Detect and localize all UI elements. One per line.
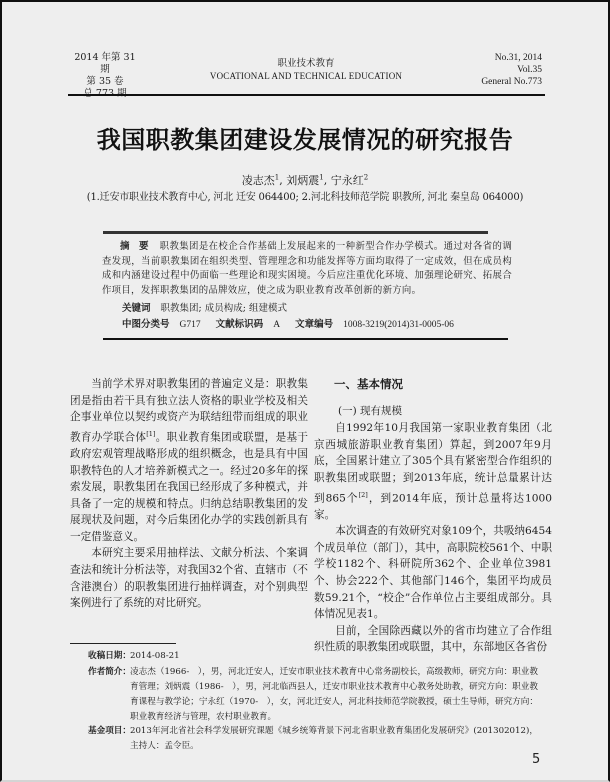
journal-name-en: VOCATIONAL AND TECHNICAL EDUCATION <box>209 71 403 81</box>
article-no-label: 文章编号 <box>295 319 334 330</box>
issue-info-en <box>481 52 542 88</box>
body-paragraph <box>70 376 308 545</box>
doc-code-value: A <box>273 320 281 330</box>
fund-text: 2013年河北省社会科学发展研究课题《城乡统筹背景下河北省职业教育集团化发展研究》(201302012)，主持人：孟令臣。 <box>130 726 538 751</box>
general-number-en: General No.773 <box>481 77 542 87</box>
bio-label: 作者简介： <box>88 667 131 677</box>
author-name: 宁永红 <box>330 174 364 187</box>
issue-number-en: No.31, 2014 <box>494 53 542 63</box>
bio-text: 凌志杰（1966- ），男，河北迁安人，迁安市职业技术教育中心常务副校长，高级教师，研究方向：职业教育管理；刘炳震（1986- ），男，河北临西县人，迁安市职业技术教育中心教务处助教，研究方向：职业教育课程与教学论；宁永红（1970- ），女，河北迁安人，河北科技师范学院教授，硕士生导师，研究方向：职业教育经济与管理，农村职业教育。 <box>130 667 538 722</box>
page-number: 5 <box>532 752 541 767</box>
paragraph-text: 本次调查的有效研究对象109个，共吸纳6454个成员单位（部门），其中，高职院校561个、中职学校1182个、科研院所362个、企业单位3981个、协会222个、其他部门146个，集团平均成员数59.21个，“校企”合作单位占主要组成部分。具体情况见表1。 <box>314 525 552 621</box>
abstract-label: 摘 要 <box>120 241 152 252</box>
paragraph-text: 自1992年10月我国第一家职业教育集团（北京西城旅游职业教育集团）算起，到2007年9月底，全国累计建立了305个具有紧密型合作组织的职教集团或联盟；到2013年底，统计总量累计达到865个 <box>314 422 552 505</box>
affiliation-mark: 1 <box>274 173 280 182</box>
received-date: 2014-08-21 <box>130 651 180 661</box>
abstract-bottom-rule <box>103 338 508 340</box>
footnote-rule <box>70 643 176 644</box>
author-list: 凌志杰$^1$, 刘炳震$^1$, 宁永红$^2$ <box>241 173 369 187</box>
abstract <box>102 240 512 298</box>
doc-code-label: 文献标识码 <box>215 319 264 330</box>
citation-ref: [2] <box>358 490 368 499</box>
clc-value: G717 <box>179 320 201 330</box>
body-column-right <box>314 376 552 656</box>
body-column-left <box>70 376 308 612</box>
author-name: 刘炳震 <box>286 174 320 187</box>
article-title: 我国职教集团建设发展情况的研究报告 <box>96 125 514 154</box>
section-heading: 一、基本情况 <box>334 377 403 391</box>
subsection-heading: (一) 现有规模 <box>338 404 403 417</box>
author-name: 凌志杰 <box>241 174 275 187</box>
footnote-received <box>88 649 538 664</box>
journal-name-cn: 职业技术教育 <box>277 58 335 69</box>
paragraph-text: 目前，全国除西藏以外的省市均建立了合作组织性质的职教集团或联盟，其中，东部地区各省份 <box>314 624 552 654</box>
volume-cn: 第 35 卷 <box>86 76 124 87</box>
footnote-bio <box>88 665 538 725</box>
keywords-label: 关键词 <box>122 303 151 314</box>
fund-label: 基金项目： <box>88 726 131 736</box>
running-header <box>70 52 542 92</box>
keywords-line <box>122 300 287 314</box>
abstract-top-rule <box>103 231 488 234</box>
footnote-fund <box>88 724 538 754</box>
affiliation-mark: 1 <box>319 173 324 182</box>
citation-ref: [1] <box>146 429 156 438</box>
paragraph-text: 当前学术界对职教集团的普遍定义是：职教集团是指由若干具有独立法人资格的职业学校及相关企事业单位以契约或资产为联结纽带而组成的职业教育办学联合体 <box>70 378 308 444</box>
body-paragraph <box>70 545 308 611</box>
keywords: 职教集团; 成员构成; 组建模式 <box>160 303 287 314</box>
affiliation-mark: 2 <box>363 173 369 182</box>
affiliations: (1.迁安市职业技术教育中心, 河北 迁安 064400; 2.河北科技师范学院 职教所, 河北 秦皇岛 064000) <box>86 192 524 203</box>
header-rule <box>68 94 545 96</box>
body-paragraph <box>314 420 552 523</box>
clc-label: 中图分类号 <box>122 319 170 330</box>
article-no-value: 1008-3219(2014)31-0005-06 <box>343 320 454 330</box>
paragraph-text: 。职业教育集团或联盟，是基于政府宏观管理战略形成的组织概念，也是具有中国职教特色的人才培养新模式之一。经过20多年的探索发展，职教集团在我国已经形成了多种模式，并具备了一定的规模和特点。归纳总结职教集团的发展现状及问题，对今后集团化办学的实践创新具有一定借鉴意义。 <box>70 431 309 543</box>
paragraph-text: ，到2014年底，预计总量将达1000家。 <box>314 492 552 521</box>
journal-name <box>70 58 542 82</box>
paragraph-text: 本研究主要采用抽样法、文献分析法、个案调查法和统计分析法等，对我国32个省、直辖市（不含港澳台）的职教集团进行抽样调查，对个别典型案例进行了系统的对比研究。 <box>70 547 308 610</box>
received-label: 收稿日期： <box>88 651 131 661</box>
classification-line <box>122 316 466 330</box>
volume-en: Vol.35 <box>517 65 542 75</box>
abstract-text: 职教集团是在校企合作基础上发展起来的一种新型合作办学模式。通过对各省的调查发现，当前职教集团在组织类型、管理理念和功能发挥等方面均取得了一定成效，但在成员构成和内涵建设过程中仍面临一些理论和现实困境。今后应注重优化环境、加强理论研究、拓展合作项目，发挥职教集团的品牌效应，使之成为职业教育改革创新的新方向。 <box>102 241 512 296</box>
issue-year-number: 2014 年第 31 期 <box>74 52 136 75</box>
body-paragraph <box>314 523 552 623</box>
